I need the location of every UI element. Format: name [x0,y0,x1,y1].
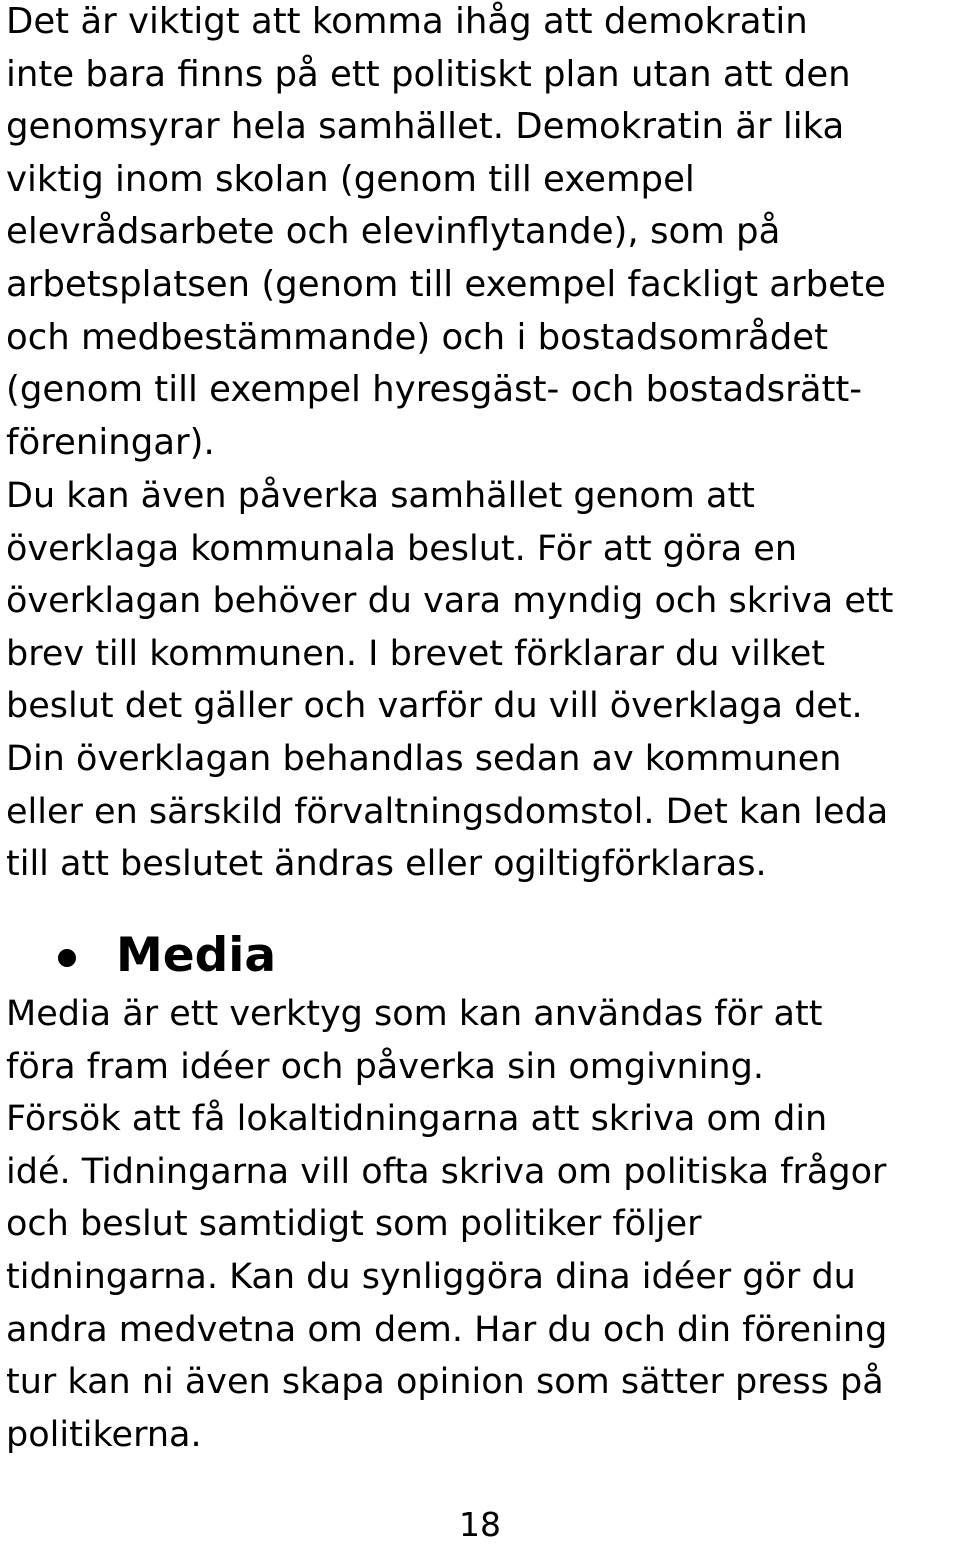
text-line: inte bara finns på ett politiskt plan utan att den [6,53,851,95]
text-line: tidningarna. Kan du synliggöra dina idéer gör du [6,1256,856,1297]
text-line: tur kan ni även skapa opinion som sätter press på [6,1362,884,1403]
text-line: viktig inom skolan (genom till exempel [6,158,695,200]
text-line: politikerna. [6,1414,202,1455]
text-line: Media är ett verktyg som kan användas för att [6,994,823,1034]
text-line: brev till kommunen. I brevet förklarar du vilket [6,633,825,674]
section-heading: Media [116,928,277,983]
paragraph-media [6,988,887,1461]
text-line: Det är viktigt att komma ihåg att demokratin [6,1,808,42]
text-line: (genom till exempel hyresgäst- och bostadsrätt- [6,369,863,411]
text-line: föreningar). [6,421,215,463]
paragraph-appeal [6,470,893,891]
text-line: elevrådsarbete och elevinflytande), som på [6,211,781,253]
text-line: föra fram idéer och påverka sin omgivning. [6,1046,764,1087]
text-line: och beslut samtidigt som politiker följer [6,1204,702,1245]
text-line: Du kan även påverka samhället genom att [6,476,755,516]
bullet-icon [58,949,76,967]
text-line: och medbestämmande) och i bostadsområdet [6,316,829,358]
text-line: beslut det gäller och varför du vill överklaga det. [6,686,863,727]
section-heading-row [6,922,946,990]
text-line: överklagan behöver du vara myndig och skriva ett [6,581,894,622]
text-line: Försök att få lokaltidningarna att skriva om din [6,1099,828,1140]
text-line: genomsyrar hela samhället. Demokratin är lika [6,106,845,148]
text-line: arbetsplatsen (genom till exempel fackligt arbete [6,263,886,305]
text-line: idé. Tidningarna vill ofta skriva om politiska frågor [6,1151,887,1192]
text-line: andra medvetna om dem. Har du och din förening [6,1309,888,1350]
text-line: överklaga kommunala beslut. För att göra en [6,528,798,569]
text-line: eller en särskild förvaltningsdomstol. Det kan leda [6,791,889,832]
paragraph-democracy [6,0,886,469]
text-line: till att beslutet ändras eller ogiltigförklaras. [6,844,767,885]
text-line: Din överklagan behandlas sedan av kommunen [6,738,842,779]
page-number: 18 [459,1505,501,1544]
